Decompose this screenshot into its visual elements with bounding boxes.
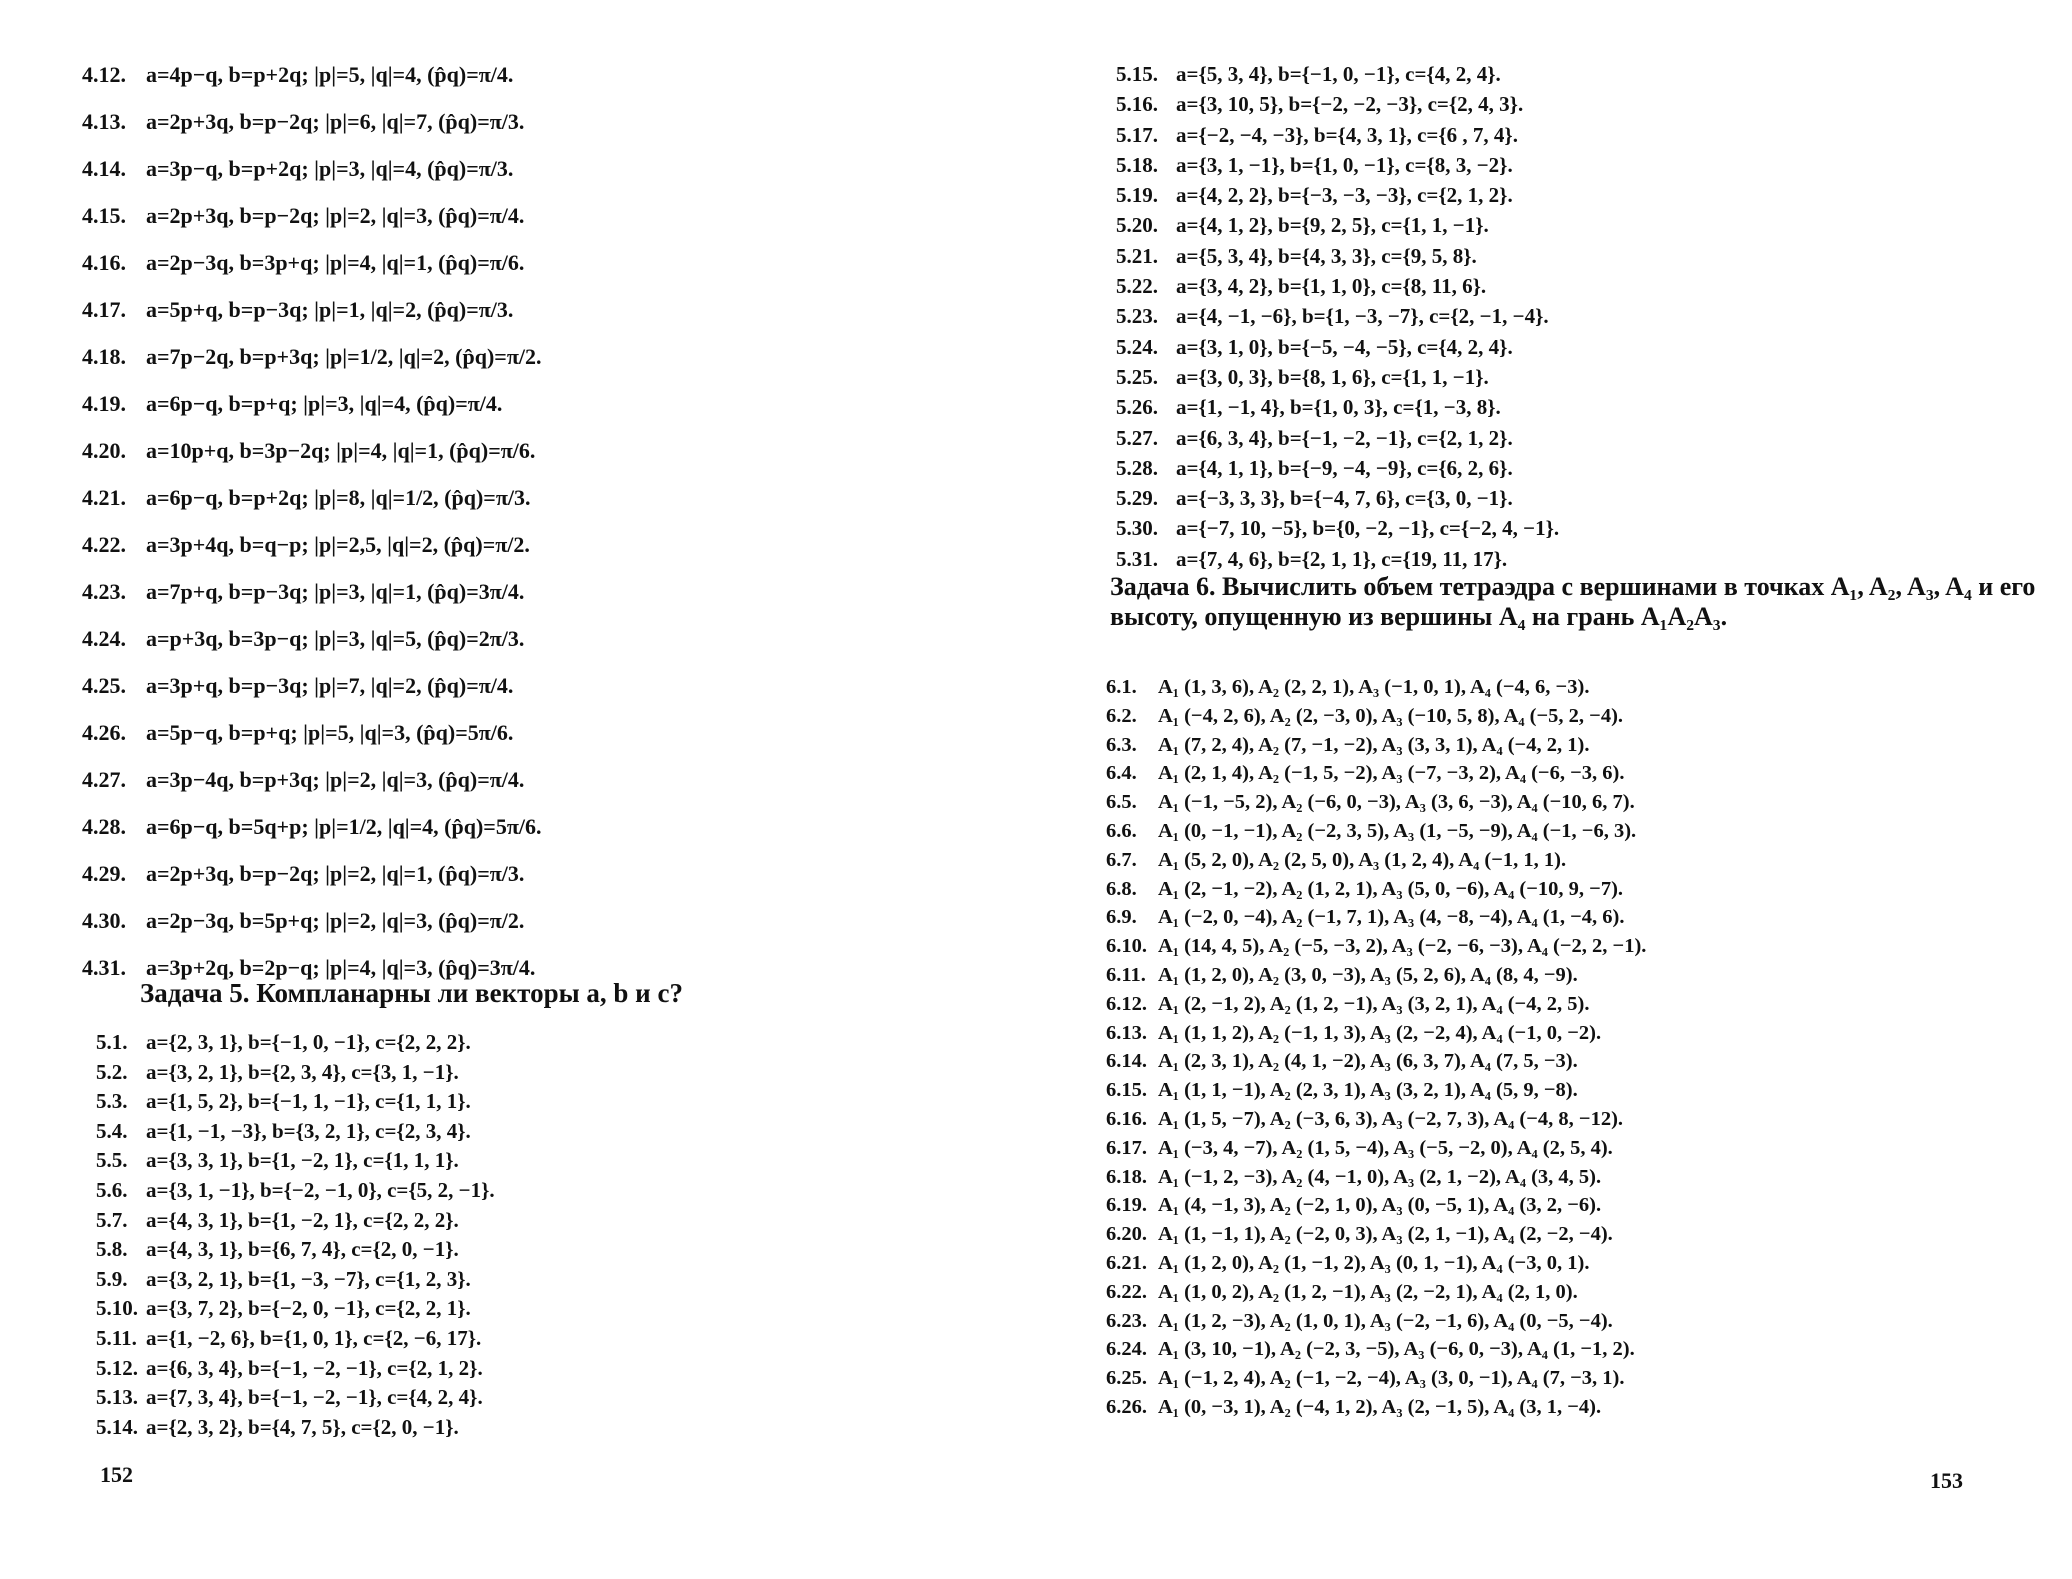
problem-number: 6.24.: [1106, 1338, 1147, 1361]
problem-text: a={4, 1, 1}, b={−9, −4, −9}, c={6, 2, 6}.: [1176, 455, 1513, 480]
problem-number: 4.21.: [82, 485, 126, 510]
problem-number: 5.17.: [1116, 122, 1158, 147]
task5-item: [96, 1178, 495, 1208]
task6-item: [1106, 849, 1646, 878]
task5-item: [96, 1208, 495, 1238]
problem-text: A₁ (0, −1, −1), A₂ (−2, 3, 5), A₃ (1, −5, −9), A₄ (−1, −6, 3).: [1158, 819, 1637, 842]
problem-number: 6.20.: [1106, 1223, 1147, 1246]
task4-item: [82, 861, 542, 908]
task4-item: [82, 203, 542, 250]
task5-item: [1116, 244, 1559, 274]
problem-number: 5.16.: [1116, 92, 1158, 117]
problem-number: 5.15.: [1116, 62, 1158, 86]
task6-item: [1106, 993, 1646, 1022]
task6-item: [1106, 1050, 1646, 1079]
problem-number: 5.9.: [96, 1266, 128, 1291]
problem-number: 5.4.: [96, 1118, 128, 1143]
problem-number: 6.17.: [1106, 1136, 1147, 1159]
problem-number: 5.29.: [1116, 486, 1158, 511]
problem-number: 6.11.: [1106, 963, 1146, 986]
problem-number: 5.27.: [1116, 425, 1158, 450]
task5-item: [1116, 123, 1559, 153]
task6-item: [1106, 1281, 1646, 1310]
problem-number: 5.2.: [96, 1059, 128, 1084]
problem-text: a=6p−q, b=p+q; |p|=3, |q|=4, (p̂q)=π/4.: [146, 391, 503, 416]
task6-item: [1106, 1194, 1646, 1223]
problem-number: 6.26.: [1106, 1395, 1147, 1418]
task5-item: [1116, 92, 1559, 122]
task6-item: [1106, 1108, 1646, 1137]
task6-item: [1106, 1223, 1646, 1252]
task4-list: [82, 62, 542, 1002]
problem-text: A₁ (14, 4, 5), A₂ (−5, −3, 2), A₃ (−2, −6, −3), A₄ (−2, 2, −1).: [1158, 935, 1647, 958]
problem-text: A₁ (1, 1, −1), A₂ (2, 3, 1), A₃ (3, 2, 1), A₄ (5, 9, −8).: [1158, 1079, 1578, 1102]
problem-text: a=6p−q, b=p+2q; |p|=8, |q|=1/2, (p̂q)=π/3.: [146, 485, 531, 510]
problem-number: 5.10.: [96, 1296, 138, 1321]
task4-item: [82, 720, 542, 767]
problem-number: 5.11.: [96, 1325, 137, 1350]
problem-text: a={2, 3, 1}, b={−1, 0, −1}, c={2, 2, 2}.: [146, 1030, 471, 1054]
problem-text: a=2p−3q, b=5p+q; |p|=2, |q|=3, (p̂q)=π/2.: [146, 908, 525, 933]
problem-text: a={2, 3, 2}, b={4, 7, 5}, c={2, 0, −1}.: [146, 1414, 459, 1439]
task4-item: [82, 532, 542, 579]
task4-item: [82, 250, 542, 297]
problem-number: 6.15.: [1106, 1079, 1147, 1102]
problem-number: 5.1.: [96, 1030, 128, 1054]
task6-item: [1106, 791, 1646, 820]
task4-item: [82, 673, 542, 720]
problem-number: 5.5.: [96, 1148, 128, 1173]
task6-item: [1106, 705, 1646, 734]
problem-text: a=3p−q, b=p+2q; |p|=3, |q|=4, (p̂q)=π/3.: [146, 156, 514, 181]
problem-number: 6.22.: [1106, 1280, 1147, 1303]
page-number-left: 152: [100, 1462, 133, 1487]
problem-text: a=5p−q, b=p+q; |p|=5, |q|=3, (p̂q)=5π/6.: [146, 720, 514, 745]
problem-text: a=10p+q, b=3p−2q; |p|=4, |q|=1, (p̂q)=π/6.: [146, 438, 536, 463]
problem-text: A₁ (1, 5, −7), A₂ (−3, 6, 3), A₃ (−2, 7, 3), A₄ (−4, 8, −12).: [1158, 1107, 1624, 1130]
problem-text: a={3, 0, 3}, b={8, 1, 6}, c={1, 1, −1}.: [1176, 364, 1489, 389]
problem-text: a=6p−q, b=5q+p; |p|=1/2, |q|=4, (p̂q)=5π/6.: [146, 814, 542, 839]
problem-number: 4.25.: [82, 673, 126, 698]
problem-text: a=3p+4q, b=q−p; |p|=2,5, |q|=2, (p̂q)=π/2.: [146, 532, 530, 557]
problem-number: 4.26.: [82, 720, 126, 745]
problem-number: 6.10.: [1106, 935, 1147, 958]
task4-item: [82, 814, 542, 861]
task4-item: [82, 767, 542, 814]
problem-text: a={−2, −4, −3}, b={4, 3, 1}, c={6 , 7, 4}.: [1176, 122, 1518, 147]
task6-statement: [1110, 572, 2040, 632]
problem-text: a=3p+q, b=p−3q; |p|=7, |q|=2, (p̂q)=π/4.: [146, 673, 514, 698]
problem-text: A₁ (−3, 4, −7), A₂ (1, 5, −4), A₃ (−5, −2, 0), A₄ (2, 5, 4).: [1158, 1136, 1613, 1159]
task5-item: [96, 1356, 495, 1386]
problem-number: 5.14.: [96, 1414, 138, 1439]
problem-number: 4.14.: [82, 156, 126, 181]
problem-text: a={4, 1, 2}, b={9, 2, 5}, c={1, 1, −1}.: [1176, 213, 1489, 238]
task5-item: [96, 1296, 495, 1326]
problem-text: a={1, 5, 2}, b={−1, 1, −1}, c={1, 1, 1}.: [146, 1089, 471, 1114]
task5-item: [96, 1237, 495, 1267]
task5-item: [96, 1415, 495, 1445]
task6-item: [1106, 964, 1646, 993]
problem-number: 5.25.: [1116, 364, 1158, 389]
problem-text: a={4, 3, 1}, b={6, 7, 4}, c={2, 0, −1}.: [146, 1237, 459, 1262]
problem-number: 6.13.: [1106, 1021, 1147, 1044]
problem-number: 4.31.: [82, 955, 126, 980]
problem-text: a={4, 2, 2}, b={−3, −3, −3}, c={2, 1, 2}.: [1176, 183, 1513, 208]
task4-item: [82, 156, 542, 203]
problem-number: 6.9.: [1106, 906, 1137, 929]
problem-text: A₁ (1, 2, 0), A₂ (1, −1, 2), A₃ (0, 1, −1), A₄ (−3, 0, 1).: [1158, 1251, 1590, 1274]
problem-number: 6.4.: [1106, 762, 1137, 785]
task6-text: Вычислить объем тетраэдра с вершинами в точках A₁, A₂, A₃, A₄ и его высоту, опущенную из вершины A₄ на грань A₁A₂A₃.: [1110, 572, 2036, 631]
task4-item: [82, 344, 542, 391]
problem-text: a={3, 2, 1}, b={1, −3, −7}, c={1, 2, 3}.: [146, 1266, 471, 1291]
problem-text: A₁ (−1, 2, 4), A₂ (−1, −2, −4), A₃ (3, 0, −1), A₄ (7, −3, 1).: [1158, 1367, 1625, 1390]
problem-number: 6.16.: [1106, 1107, 1147, 1130]
problem-number: 5.18.: [1116, 152, 1158, 177]
problem-text: a=2p−3q, b=3p+q; |p|=4, |q|=1, (p̂q)=π/6.: [146, 250, 525, 275]
problem-number: 4.23.: [82, 579, 126, 604]
problem-text: A₁ (1, 1, 2), A₂ (−1, 1, 3), A₃ (2, −2, 4), A₄ (−1, 0, −2).: [1158, 1021, 1602, 1044]
task6-item: [1106, 820, 1646, 849]
problem-text: A₁ (5, 2, 0), A₂ (2, 5, 0), A₃ (1, 2, 4), A₄ (−1, 1, 1).: [1158, 848, 1567, 871]
task4-item: [82, 908, 542, 955]
problem-number: 5.3.: [96, 1089, 128, 1114]
task5-item: [1116, 426, 1559, 456]
problem-number: 5.21.: [1116, 243, 1158, 268]
problem-text: a=5p+q, b=p−3q; |p|=1, |q|=2, (p̂q)=π/3.: [146, 297, 514, 322]
task5-item: [96, 1326, 495, 1356]
task6-item: [1106, 762, 1646, 791]
problem-text: a={−7, 10, −5}, b={0, −2, −1}, c={−2, 4, −1}.: [1176, 516, 1560, 541]
task4-item: [82, 438, 542, 485]
task6-item: [1106, 1137, 1646, 1166]
task6-list: [1106, 676, 1646, 1425]
page-number-right: 153: [1930, 1468, 1963, 1493]
problem-text: a={7, 4, 6}, b={2, 1, 1}, c={19, 11, 17}.: [1176, 546, 1508, 571]
problem-number: 5.26.: [1116, 395, 1158, 420]
problem-number: 6.19.: [1106, 1194, 1147, 1217]
problem-text: a={4, −1, −6}, b={1, −3, −7}, c={2, −1, −4}.: [1176, 304, 1549, 329]
problem-number: 6.25.: [1106, 1367, 1147, 1390]
problem-text: a={7, 3, 4}, b={−1, −2, −1}, c={4, 2, 4}.: [146, 1385, 483, 1410]
task6-item: [1106, 1338, 1646, 1367]
problem-text: A₁ (2, 3, 1), A₂ (4, 1, −2), A₃ (6, 3, 7), A₄ (7, 5, −3).: [1158, 1050, 1578, 1073]
problem-number: 4.15.: [82, 203, 126, 228]
problem-text: A₁ (−4, 2, 6), A₂ (2, −3, 0), A₃ (−10, 5, 8), A₄ (−5, 2, −4).: [1158, 704, 1624, 727]
task5-item: [96, 1119, 495, 1149]
problem-number: 5.7.: [96, 1207, 128, 1232]
problem-number: 6.21.: [1106, 1251, 1147, 1274]
task5-item: [1116, 335, 1559, 365]
task5-item: [96, 1267, 495, 1297]
problem-number: 4.29.: [82, 861, 126, 886]
task5-list-right: [1116, 62, 1559, 577]
problem-text: a={1, −2, 6}, b={1, 0, 1}, c={2, −6, 17}.: [146, 1325, 482, 1350]
problem-number: 4.22.: [82, 532, 126, 557]
problem-text: a={3, 2, 1}, b={2, 3, 4}, c={3, 1, −1}.: [146, 1059, 459, 1084]
problem-number: 4.24.: [82, 626, 126, 651]
problem-number: 6.6.: [1106, 819, 1137, 842]
task5-item: [96, 1030, 495, 1060]
task5-item: [1116, 304, 1559, 334]
problem-text: A₁ (3, 10, −1), A₂ (−2, 3, −5), A₃ (−6, 0, −3), A₄ (1, −1, 2).: [1158, 1338, 1635, 1361]
task4-item: [82, 579, 542, 626]
problem-text: a=2p+3q, b=p−2q; |p|=2, |q|=1, (p̂q)=π/3.: [146, 861, 525, 886]
problem-number: 4.18.: [82, 344, 126, 369]
problem-text: a={3, 1, −1}, b={−2, −1, 0}, c={5, 2, −1}.: [146, 1177, 495, 1202]
task5-item: [1116, 486, 1559, 516]
task4-item: [82, 297, 542, 344]
problem-text: a={3, 10, 5}, b={−2, −2, −3}, c={2, 4, 3}.: [1176, 92, 1524, 117]
task6-item: [1106, 1166, 1646, 1195]
task6-item: [1106, 1252, 1646, 1281]
problem-text: A₁ (7, 2, 4), A₂ (7, −1, −2), A₃ (3, 3, 1), A₄ (−4, 2, 1).: [1158, 733, 1590, 756]
problem-number: 5.6.: [96, 1177, 128, 1202]
problem-number: 6.3.: [1106, 733, 1137, 756]
problem-text: a={1, −1, 4}, b={1, 0, 3}, c={1, −3, 8}.: [1176, 395, 1501, 420]
task5-item: [1116, 274, 1559, 304]
problem-text: a=4p−q, b=p+2q; |p|=5, |q|=4, (p̂q)=π/4.: [146, 62, 514, 87]
task6-item: [1106, 1022, 1646, 1051]
task6-item: [1106, 906, 1646, 935]
problem-text: A₁ (1, 3, 6), A₂ (2, 2, 1), A₃ (−1, 0, 1), A₄ (−4, 6, −3).: [1158, 676, 1590, 698]
task5-item: [1116, 153, 1559, 183]
problem-text: A₁ (1, 2, −3), A₂ (1, 0, 1), A₃ (−2, −1, 6), A₄ (0, −5, −4).: [1158, 1309, 1613, 1332]
problem-number: 5.23.: [1116, 304, 1158, 329]
problem-number: 5.12.: [96, 1355, 138, 1380]
task6-item: [1106, 676, 1646, 705]
problem-text: a={6, 3, 4}, b={−1, −2, −1}, c={2, 1, 2}.: [146, 1355, 483, 1380]
problem-number: 6.18.: [1106, 1165, 1147, 1188]
problem-text: a={1, −1, −3}, b={3, 2, 1}, c={2, 3, 4}.: [146, 1118, 471, 1143]
problem-number: 4.13.: [82, 109, 126, 134]
task4-item: [82, 626, 542, 673]
task5-item: [96, 1060, 495, 1090]
problem-text: a={4, 3, 1}, b={1, −2, 1}, c={2, 2, 2}.: [146, 1207, 459, 1232]
problem-number: 4.20.: [82, 438, 126, 463]
task4-item: [82, 485, 542, 532]
task5-item: [1116, 183, 1559, 213]
problem-text: a={3, 4, 2}, b={1, 1, 0}, c={8, 11, 6}.: [1176, 274, 1487, 299]
problem-text: A₁ (−1, −5, 2), A₂ (−6, 0, −3), A₃ (3, 6, −3), A₄ (−10, 6, 7).: [1158, 791, 1635, 814]
problem-text: a={−3, 3, 3}, b={−4, 7, 6}, c={3, 0, −1}.: [1176, 486, 1513, 511]
problem-number: 5.24.: [1116, 334, 1158, 359]
problem-text: A₁ (2, 1, 4), A₂ (−1, 5, −2), A₃ (−7, −3, 2), A₄ (−6, −3, 6).: [1158, 762, 1625, 785]
problem-number: 5.22.: [1116, 274, 1158, 299]
task5-item: [96, 1385, 495, 1415]
problem-text: A₁ (2, −1, −2), A₂ (1, 2, 1), A₃ (5, 0, −6), A₄ (−10, 9, −7).: [1158, 877, 1624, 900]
task5-item: [1116, 365, 1559, 395]
task6-item: [1106, 935, 1646, 964]
problem-text: a=2p+3q, b=p−2q; |p|=6, |q|=7, (p̂q)=π/3.: [146, 109, 525, 134]
task5-item: [96, 1089, 495, 1119]
problem-number: 4.12.: [82, 62, 126, 87]
task6-item: [1106, 1367, 1646, 1396]
task4-item: [82, 391, 542, 438]
task4-item: [82, 109, 542, 156]
problem-number: 6.2.: [1106, 704, 1137, 727]
problem-number: 4.30.: [82, 908, 126, 933]
problem-text: A₁ (4, −1, 3), A₂ (−2, 1, 0), A₃ (0, −5, 1), A₄ (3, 2, −6).: [1158, 1194, 1602, 1217]
task5-item: [1116, 395, 1559, 425]
task6-item: [1106, 878, 1646, 907]
task5-item: [1116, 456, 1559, 486]
problem-text: a=3p−4q, b=p+3q; |p|=2, |q|=3, (p̂q)=π/4.: [146, 767, 525, 792]
task5-item: [1116, 213, 1559, 243]
task5-item: [1116, 62, 1559, 92]
problem-number: 4.17.: [82, 297, 126, 322]
task6-item: [1106, 1310, 1646, 1339]
problem-number: 5.8.: [96, 1237, 128, 1262]
problem-text: a={3, 3, 1}, b={1, −2, 1}, c={1, 1, 1}.: [146, 1148, 459, 1173]
task6-item: [1106, 1079, 1646, 1108]
problem-number: 4.19.: [82, 391, 126, 416]
task5-list-left: [96, 1030, 495, 1444]
task5-heading: Задача 5. Компланарны ли векторы a, b и c?: [140, 978, 683, 1008]
problem-number: 6.7.: [1106, 848, 1137, 871]
problem-number: 5.13.: [96, 1385, 138, 1410]
problem-text: A₁ (1, 0, 2), A₂ (1, 2, −1), A₃ (2, −2, 1), A₄ (2, 1, 0).: [1158, 1280, 1578, 1303]
problem-number: 4.27.: [82, 767, 126, 792]
problem-text: A₁ (2, −1, 2), A₂ (1, 2, −1), A₃ (3, 2, 1), A₄ (−4, 2, 5).: [1158, 992, 1590, 1015]
problem-text: a={6, 3, 4}, b={−1, −2, −1}, c={2, 1, 2}.: [1176, 425, 1513, 450]
problem-text: a=3p+2q, b=2p−q; |p|=4, |q|=3, (p̂q)=3π/4.: [146, 955, 536, 980]
problem-number: 6.14.: [1106, 1050, 1147, 1073]
problem-number: 5.20.: [1116, 213, 1158, 238]
problem-text: a={5, 3, 4}, b={−1, 0, −1}, c={4, 2, 4}.: [1176, 62, 1501, 86]
problem-text: a={5, 3, 4}, b={4, 3, 3}, c={9, 5, 8}.: [1176, 243, 1477, 268]
task5-item: [96, 1148, 495, 1178]
task6-item: [1106, 734, 1646, 763]
problem-number: 5.31.: [1116, 546, 1158, 571]
problem-number: 6.23.: [1106, 1309, 1147, 1332]
problem-number: 5.19.: [1116, 183, 1158, 208]
problem-number: 5.30.: [1116, 516, 1158, 541]
right-page: [1040, 0, 2072, 1579]
problem-number: 4.16.: [82, 250, 126, 275]
problem-text: A₁ (1, 2, 0), A₂ (3, 0, −3), A₃ (5, 2, 6), A₄ (8, 4, −9).: [1158, 963, 1578, 986]
problem-text: A₁ (0, −3, 1), A₂ (−4, 1, 2), A₃ (2, −1, 5), A₄ (3, 1, −4).: [1158, 1395, 1602, 1418]
task6-item: [1106, 1396, 1646, 1425]
task5-item: [1116, 516, 1559, 546]
problem-text: a={3, 1, −1}, b={1, 0, −1}, c={8, 3, −2}.: [1176, 152, 1513, 177]
problem-text: a=2p+3q, b=p−2q; |p|=2, |q|=3, (p̂q)=π/4.: [146, 203, 525, 228]
problem-text: a=p+3q, b=3p−q; |p|=3, |q|=5, (p̂q)=2π/3.: [146, 626, 525, 651]
problem-text: A₁ (1, −1, 1), A₂ (−2, 0, 3), A₃ (2, 1, −1), A₄ (2, −2, −4).: [1158, 1223, 1613, 1246]
problem-number: 5.28.: [1116, 455, 1158, 480]
problem-text: a={3, 1, 0}, b={−5, −4, −5}, c={4, 2, 4}.: [1176, 334, 1513, 359]
problem-text: a=7p+q, b=p−3q; |p|=3, |q|=1, (p̂q)=3π/4.: [146, 579, 525, 604]
problem-number: 6.8.: [1106, 877, 1137, 900]
problem-number: 6.1.: [1106, 676, 1137, 698]
task4-item: [82, 62, 542, 109]
problem-text: a={3, 7, 2}, b={−2, 0, −1}, c={2, 2, 1}.: [146, 1296, 471, 1321]
problem-text: a=7p−2q, b=p+3q; |p|=1/2, |q|=2, (p̂q)=π/2.: [146, 344, 542, 369]
problem-text: A₁ (−2, 0, −4), A₂ (−1, 7, 1), A₃ (4, −8, −4), A₄ (1, −4, 6).: [1158, 906, 1625, 929]
problem-text: A₁ (−1, 2, −3), A₂ (4, −1, 0), A₃ (2, 1, −2), A₄ (3, 4, 5).: [1158, 1165, 1602, 1188]
problem-number: 4.28.: [82, 814, 126, 839]
task6-title: Задача 6.: [1110, 572, 1216, 601]
problem-number: 6.12.: [1106, 992, 1147, 1015]
problem-number: 6.5.: [1106, 791, 1137, 814]
